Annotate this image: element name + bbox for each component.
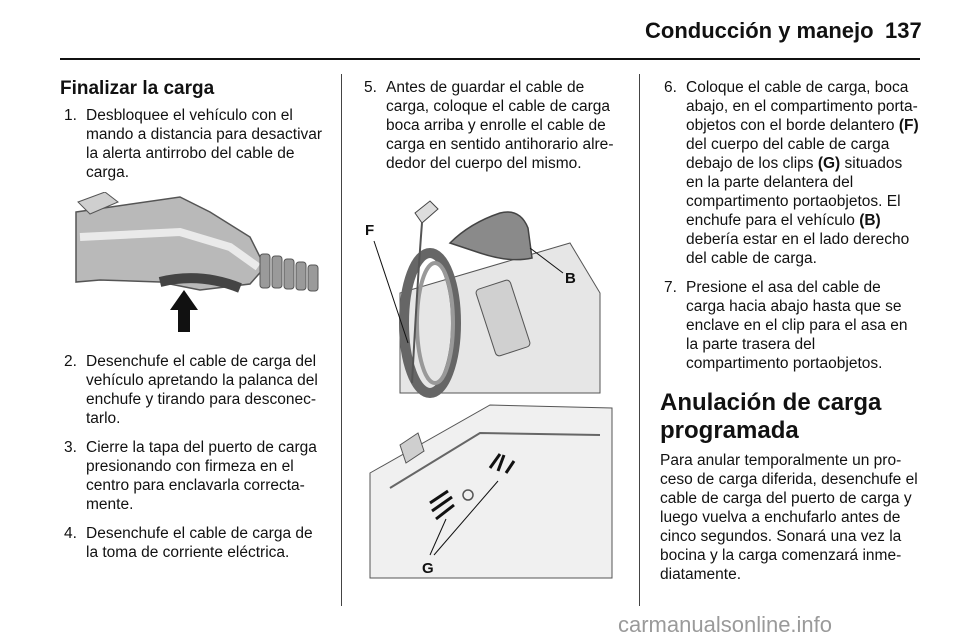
step-2: 2. Desenchufe el cable de carga del vehículo apretando la palanca del enchufe y tirando para desconectarlo. xyxy=(64,353,318,427)
column-2 xyxy=(360,78,628,588)
column-divider-1 xyxy=(341,74,342,606)
step-1-text: Desbloquee el vehículo con el mando a distancia para desactivar la alerta antirrobo del cable de carga. xyxy=(86,107,323,181)
step-3: 3. Cierre la tapa del puerto de carga presionando con firmeza en el centro para enclavarla correctamente. xyxy=(64,439,317,513)
cable-storage-figure xyxy=(360,183,622,588)
figure-label-f: F xyxy=(365,222,375,239)
step-5: 5. Antes de guardar el cable de carga, coloque el cable de carga boca arriba y enrolle el cable de carga en sentido antihorario alrededor del cuerpo del mismo. xyxy=(364,79,614,172)
ref-g: (G) xyxy=(817,155,841,172)
column-divider-2 xyxy=(639,74,640,606)
anulacion-paragraph: Para anular temporalmente un proceso de carga diferida, desenchufe el cable de carga del puerto de carga y luego vuelva a enchufarlo antes de cinco segundos. Sonará una vez la bocina y la carga comenzará inmediatamente. xyxy=(660,452,918,583)
step-3-text: Cierre la tapa del puerto de carga presionando con firmeza en el centro para enclavarla correctamente. xyxy=(86,439,317,513)
figure-label-g: G xyxy=(422,560,434,577)
ref-f: (F) xyxy=(898,117,919,134)
watermark: carmanualsonline.info xyxy=(618,612,833,637)
step-4: 4. Desenchufe el cable de carga de la toma de corriente eléctrica. xyxy=(64,525,313,561)
step-4-text: Desenchufe el cable de carga de la toma de corriente eléctrica. xyxy=(86,525,313,561)
step-6: 6. Coloque el cable de carga, boca abajo, en el compartimento portaobjetos con el borde delantero (F) del cuerpo del cable de carga debajo de los clips (G) situados en la parte delantera del compartimento portaobjetos. El enchufe para el vehículo (B) debería estar en el lado derecho del cable de carga. xyxy=(664,79,919,267)
step-7-text: Presione el asa del cable de carga hacia abajo hasta que se enclave en el clip para el asa en la parte trasera del compartimento portaobjetos. xyxy=(686,279,908,372)
page-header-title: Conducción y manejo xyxy=(645,18,874,43)
section-title-finalizar: Finalizar la carga xyxy=(60,78,215,99)
ref-b: (B) xyxy=(859,212,881,229)
column-1 xyxy=(60,78,325,572)
page-number: 137 xyxy=(885,18,922,43)
charge-plug-figure xyxy=(60,192,325,342)
step-5-text: Antes de guardar el cable de carga, coloque el cable de carga boca arriba y enrolle el cable de carga en sentido antihorario alrededor del cuerpo del mismo. xyxy=(386,79,614,172)
figure-label-b: B xyxy=(565,270,576,287)
step-7: 7. Presione el asa del cable de carga hacia abajo hasta que se enclave en el clip para el asa en la parte trasera del compartimento portaobjetos. xyxy=(664,279,908,372)
column-3 xyxy=(660,78,922,584)
step-2-text: Desenchufe el cable de carga del vehículo apretando la palanca del enchufe y tirando para desconectarlo. xyxy=(86,353,318,427)
header-rule xyxy=(60,58,920,60)
step-1: 1. Desbloquee el vehículo con el mando a distancia para desactivar la alerta antirrobo del cable de carga. xyxy=(64,107,323,181)
section-title-anulacion: Anulación de carga programada xyxy=(660,389,882,444)
